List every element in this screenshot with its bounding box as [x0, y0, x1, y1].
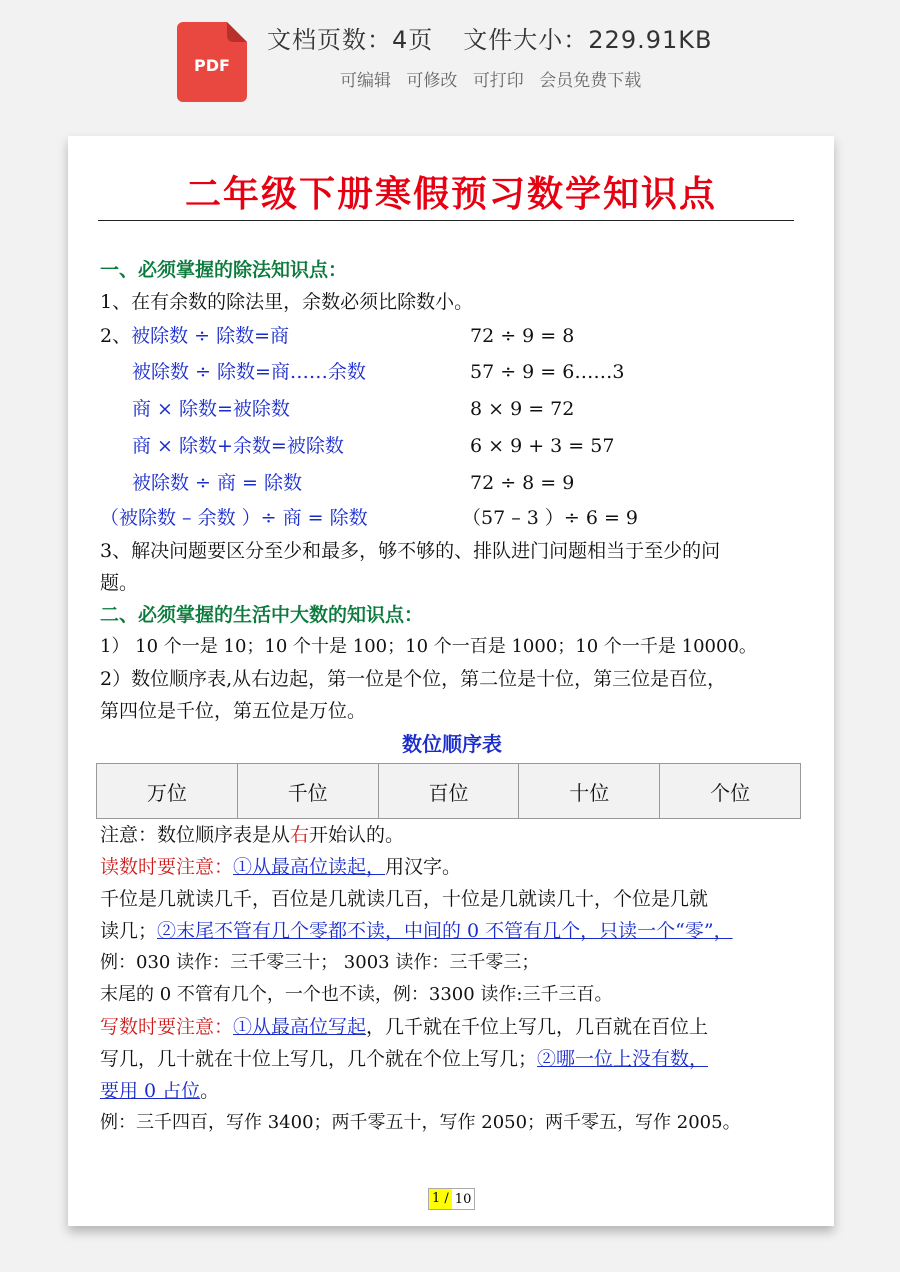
- section-1-heading: 一、必须掌握的除法知识点：: [100, 259, 348, 281]
- writing-rule-1-end: ，几千就在千位上写几，几百就在百位上: [366, 1016, 709, 1038]
- place-hundreds: 百位: [378, 764, 519, 819]
- place-ten-thousands: 万位: [97, 764, 238, 819]
- reading-example: 例：030 读作：三千零三十； 3003 读作：三千零三；: [100, 952, 540, 973]
- writing-rule-1: ①从最高位写起: [233, 1016, 367, 1038]
- writing-line-2-text: 写几，几十就在十位上写几，几个就在个位上写几；: [100, 1048, 538, 1070]
- formula-example: （57 – 3 ）÷ 6 = 9: [462, 507, 639, 529]
- pdf-label: PDF: [194, 56, 230, 75]
- formula-example: 72 ÷ 9 = 8: [470, 325, 575, 347]
- formula-row: [100, 391, 804, 428]
- reading-label: 读数时要注意：: [100, 856, 234, 878]
- reading-line-3-prefix: 读几；: [100, 920, 158, 942]
- writing-example: 例：三千四百，写作 3400；两千零五十，写作 2050；两千零五，写作 2005。: [100, 1112, 741, 1133]
- writing-line-3-end: 。: [200, 1080, 220, 1102]
- formula-example: 57 ÷ 9 = 6……3: [470, 361, 625, 383]
- document-info-header: [0, 0, 900, 130]
- feature-printable: 可打印: [472, 71, 524, 91]
- file-size: 文件大小：229.91KB: [463, 26, 713, 54]
- page-count: 文档页数：4页: [267, 26, 434, 54]
- file-meta: [267, 20, 712, 55]
- feature-modifiable: 可修改: [406, 71, 458, 91]
- section-1-item-1: 1、在有余数的除法里，余数必须比除数小。: [100, 291, 474, 313]
- title-divider: [98, 220, 794, 221]
- reading-rule-1-end: 用汉字。: [385, 856, 462, 878]
- section-1-item-3: 3、解决问题要区分至少和最多，够不够的、排队进门问题相当于至少的问: [100, 540, 721, 562]
- current-page: 1 /: [429, 1189, 452, 1209]
- formula-rule: 被除数 ÷ 除数=商……余数: [132, 361, 366, 383]
- formula-row: [100, 428, 804, 465]
- document-title: 二年级下册寒假预习数学知识点: [184, 173, 717, 215]
- formula-example: 72 ÷ 8 = 9: [470, 472, 575, 494]
- writing-rule-line: [100, 1011, 804, 1043]
- writing-line-3: [100, 1075, 804, 1107]
- section-1-item-3-cont: 题。: [100, 572, 139, 594]
- section-2-item-1: 1） 10 个一是 10；10 个十是 100；10 个一百是 1000；10 个一千是 10000。: [100, 636, 757, 657]
- reading-rule-1: ①从最高位读起，: [233, 856, 386, 878]
- total-pages: 10: [454, 1191, 472, 1207]
- formula-rule: 被除数 ÷ 除数=商: [131, 325, 290, 347]
- writing-rule-2: ②哪一位上没有数，: [537, 1048, 709, 1070]
- feature-member-download: 会员免费下载: [539, 71, 642, 91]
- section-2-item-2-cont: 第四位是千位，第五位是万位。: [100, 700, 367, 722]
- formula-rule: 被除数 ÷ 商 = 除数: [132, 472, 302, 494]
- item-number: 2、: [100, 325, 132, 347]
- note-line: [100, 819, 804, 851]
- note-highlight: 右: [290, 824, 310, 846]
- place-value-table-title: 数位顺序表: [402, 732, 502, 756]
- place-thousands: 千位: [237, 764, 378, 819]
- reading-line-3: [100, 915, 804, 947]
- formula-rule: 商 × 除数=被除数: [132, 398, 290, 420]
- note-text-end: 开始认的。: [309, 824, 405, 846]
- writing-line-2: [100, 1043, 804, 1075]
- formula-row: [100, 318, 804, 354]
- document-page: [68, 136, 834, 1226]
- formula-row: [100, 354, 804, 391]
- feature-editable: 可编辑: [340, 71, 391, 91]
- formula-example: 6 × 9 + 3 = 57: [470, 435, 615, 457]
- reading-line-2: 千位是几就读几千，百位是几就读几百，十位是几就读几十，个位是几就: [100, 888, 709, 910]
- place-ones: 个位: [660, 764, 801, 819]
- formula-rule: 商 × 除数+余数=被除数: [132, 435, 344, 457]
- reading-rule-line: [100, 851, 804, 883]
- place-value-table: [96, 763, 801, 819]
- formula-row: [100, 465, 804, 501]
- formula-row: [100, 501, 804, 535]
- formula-example: 8 × 9 = 72: [470, 398, 575, 420]
- feature-list: [340, 66, 651, 91]
- reading-tail: 末尾的 0 不管有几个，一个也不读，例：3300 读作:三千三百。: [100, 984, 613, 1005]
- section-2-heading: 二、必须掌握的生活中大数的知识点：: [100, 604, 424, 626]
- formula-rule: （被除数 – 余数 ）÷ 商 = 除数: [100, 507, 368, 529]
- section-2-item-2: 2）数位顺序表,从右边起，第一位是个位，第二位是十位，第三位是百位，: [100, 668, 727, 690]
- place-tens: 十位: [519, 764, 660, 819]
- writing-label: 写数时要注意：: [100, 1016, 234, 1038]
- writing-rule-2-cont: 要用 0 占位: [100, 1080, 201, 1102]
- pdf-file-icon: [177, 22, 247, 102]
- document-body: [100, 254, 804, 1139]
- note-text: 注意：数位顺序表是从: [100, 824, 291, 846]
- page-indicator: [428, 1188, 475, 1210]
- reading-rule-2: ②末尾不管有几个零都不读，中间的 0 不管有几个，只读一个“零”，: [157, 920, 733, 942]
